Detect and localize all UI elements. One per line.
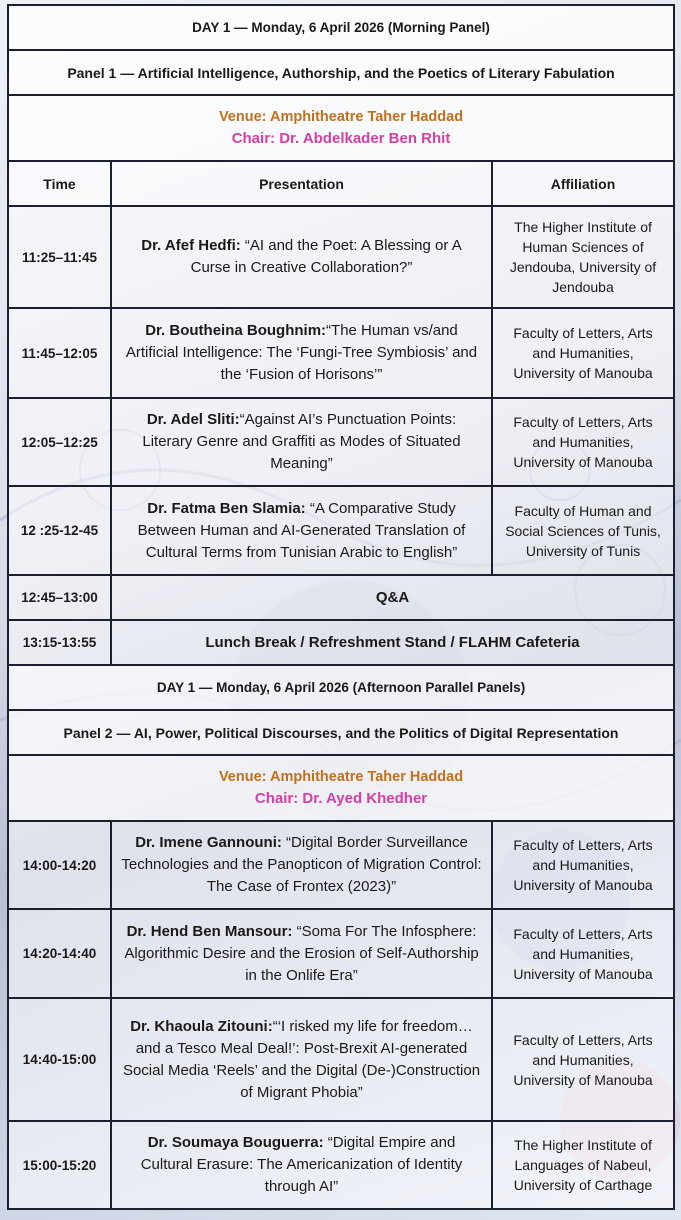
- afternoon-chair: Chair: Dr. Ayed Khedher: [254, 790, 428, 807]
- presentation-title: “‘I risked my life for freedom… and a Tesco Meal Deal!’: Post-Brexit AI-generated Social Media ‘Reels’ and the Digital (De-)Construction of Migrant Phobia”: [122, 1017, 481, 1101]
- morning-day-header: DAY 1 — Monday, 6 April 2026 (Morning Panel): [8, 5, 674, 50]
- row-affiliation: Faculty of Letters, Arts and Humanities, University of Manouba: [492, 308, 674, 398]
- row-presentation: [111, 909, 492, 998]
- row-affiliation: Faculty of Letters, Arts and Humanities, University of Manouba: [492, 998, 674, 1121]
- table-row: [8, 206, 674, 308]
- morning-venue-chair: [8, 95, 674, 161]
- afternoon-day-header: DAY 1 — Monday, 6 April 2026 (Afternoon Parallel Panels): [8, 665, 674, 710]
- table-row: [8, 398, 674, 486]
- presentation-title: “Against AI’s Punctuation Points: Literary Genre and Graffiti as Modes of Situated Meaning”: [142, 411, 461, 472]
- presentation-title: “Digital Empire and Cultural Erasure: The Americanization of Identity through AI”: [140, 1134, 463, 1195]
- table-row: [8, 821, 674, 909]
- lunch-label: Lunch Break / Refreshment Stand / FLAHM Cafeteria: [111, 620, 674, 665]
- row-affiliation: Faculty of Letters, Arts and Humanities, University of Manouba: [492, 909, 674, 998]
- afternoon-venue-chair: [8, 755, 674, 821]
- speaker-name: Dr. Imene Gannouni:: [135, 834, 282, 851]
- presentation-title: “Soma For The Infosphere: Algorithmic Desire and the Erosion of Self-Authorship in the Onlife Era”: [124, 922, 479, 984]
- table-row: [8, 909, 674, 998]
- column-header-presentation: Presentation: [111, 161, 492, 206]
- row-time: 12:05–12:25: [8, 398, 111, 486]
- afternoon-panel-title: Panel 2 — AI, Power, Political Discourses, and the Politics of Digital Representation: [8, 710, 674, 755]
- table-row: [8, 1121, 674, 1209]
- afternoon-venue: Venue: Amphitheatre Taher Haddad: [218, 769, 464, 785]
- row-affiliation: Faculty of Letters, Arts and Humanities, University of Manouba: [492, 398, 674, 486]
- row-affiliation: Faculty of Letters, Arts and Humanities, University of Manouba: [492, 821, 674, 909]
- row-presentation: [111, 486, 492, 575]
- row-time: 11:25–11:45: [8, 206, 111, 308]
- column-header-time: Time: [8, 161, 111, 206]
- row-presentation: [111, 206, 492, 308]
- morning-venue: Venue: Amphitheatre Taher Haddad: [218, 109, 464, 125]
- speaker-name: Dr. Hend Ben Mansour:: [126, 922, 293, 940]
- row-time: 14:40-15:00: [8, 998, 111, 1121]
- presentation-title: “The Human vs/and Artificial Intelligence: The ‘Fungi-Tree Symbiosis’ and the ‘Fusion of Horisons’”: [125, 322, 478, 383]
- morning-panel-title: Panel 1 — Artificial Intelligence, Authorship, and the Poetics of Literary Fabulation: [8, 50, 674, 95]
- row-affiliation: Faculty of Human and Social Sciences of Tunis, University of Tunis: [492, 486, 674, 575]
- table-row: [8, 486, 674, 575]
- row-time: 11:45–12:05: [8, 308, 111, 398]
- qa-label: Q&A: [111, 575, 674, 620]
- row-affiliation: The Higher Institute of Human Sciences of Jendouba, University of Jendouba: [492, 206, 674, 308]
- speaker-name: Dr. Adel Sliti:: [146, 411, 240, 428]
- speaker-name: Dr. Boutheina Boughnim:: [145, 322, 327, 339]
- row-presentation: [111, 308, 492, 398]
- qa-row: [8, 575, 674, 620]
- column-header-row: [8, 161, 674, 206]
- presentation-title: “A Comparative Study Between Human and AI-Generated Translation of Cultural Terms from Tunisian Arabic to English”: [137, 499, 466, 561]
- presentation-title: “Digital Border Surveillance Technologies and the Panopticon of Migration Control: The Case of Frontex (2023)”: [121, 834, 482, 895]
- row-time: 14:00-14:20: [8, 821, 111, 909]
- column-header-affiliation: Affiliation: [492, 161, 674, 206]
- lunch-row: [8, 620, 674, 665]
- table-row: [8, 998, 674, 1121]
- speaker-name: Dr. Soumaya Bouguerra:: [147, 1134, 324, 1151]
- speaker-name: Dr. Afef Hedfi:: [141, 237, 241, 254]
- lunch-time: 13:15-13:55: [8, 620, 111, 665]
- row-time: 12 :25-12-45: [8, 486, 111, 575]
- row-time: 14:20-14:40: [8, 909, 111, 998]
- row-presentation: [111, 998, 492, 1121]
- row-presentation: [111, 821, 492, 909]
- presentation-title: “AI and the Poet: A Blessing or A Curse in Creative Collaboration?”: [190, 237, 462, 276]
- speaker-name: Dr. Khaoula Zitouni:: [130, 1017, 273, 1035]
- row-presentation: [111, 1121, 492, 1209]
- qa-time: 12:45–13:00: [8, 575, 111, 620]
- row-affiliation: The Higher Institute of Languages of Nabeul, University of Carthage: [492, 1121, 674, 1209]
- row-time: 15:00-15:20: [8, 1121, 111, 1209]
- schedule-table: [7, 4, 675, 1210]
- speaker-name: Dr. Fatma Ben Slamia:: [147, 499, 306, 517]
- morning-chair: Chair: Dr. Abdelkader Ben Rhit: [231, 130, 451, 147]
- table-row: [8, 308, 674, 398]
- row-presentation: [111, 398, 492, 486]
